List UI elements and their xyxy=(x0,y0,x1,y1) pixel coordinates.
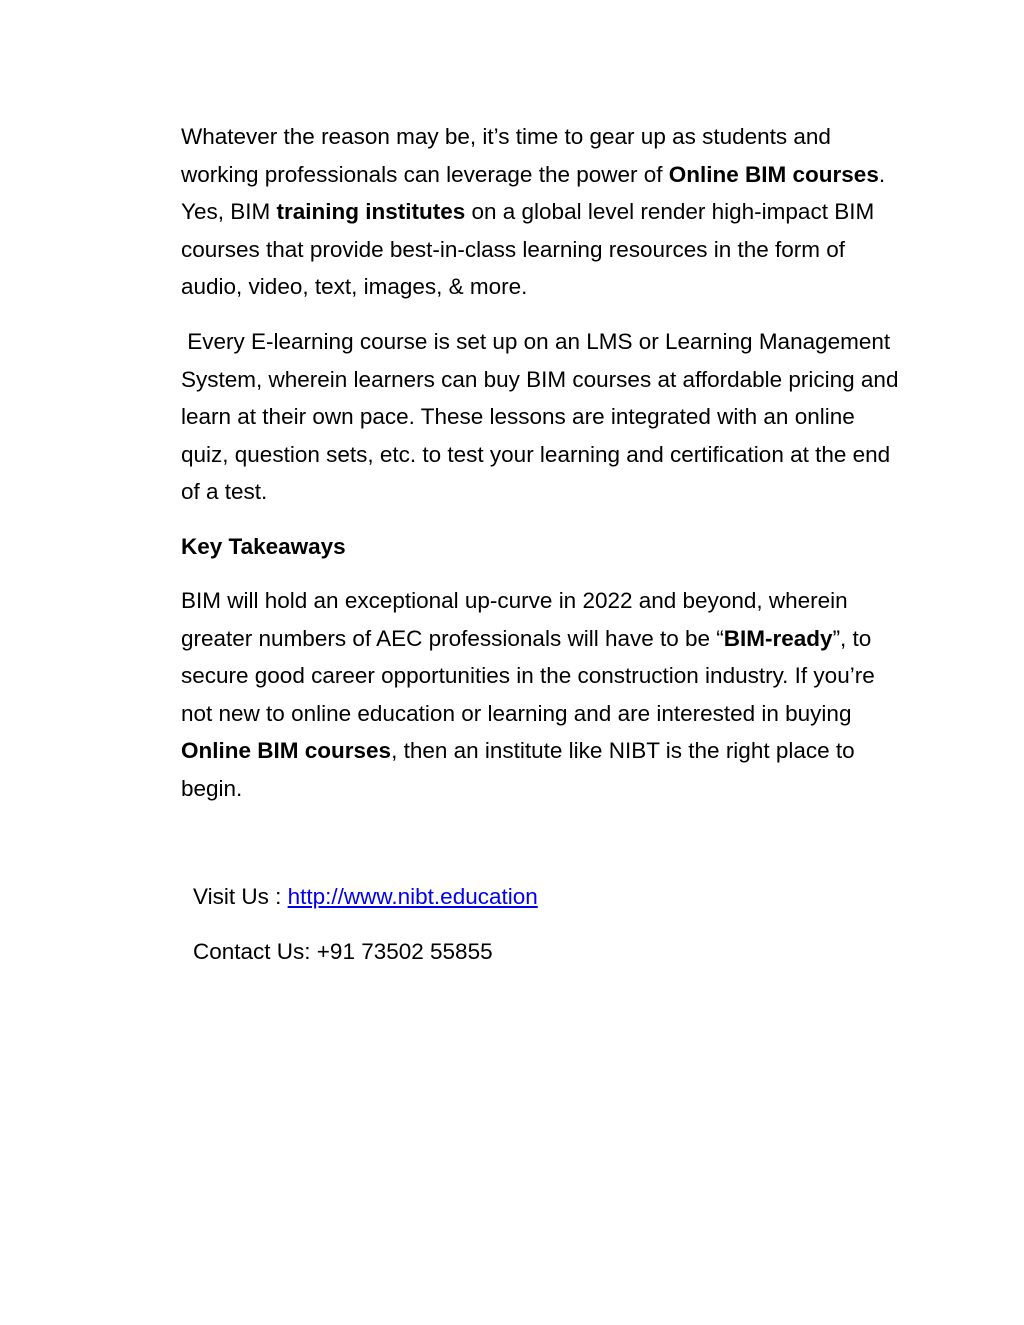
section-heading xyxy=(181,528,906,566)
paragraph-intro xyxy=(181,118,906,306)
bold-bim-ready: BIM-ready xyxy=(723,625,833,651)
website-link[interactable]: http://www.nibt.education xyxy=(287,884,538,909)
bold-online-bim-courses: Online BIM courses xyxy=(668,161,879,187)
paragraph-takeaways-text-2: ”, to secure good career opportunities in the construction industry. If you’re not new to online education or learning and are interested in buying xyxy=(181,625,875,726)
contact-us-line xyxy=(193,933,493,971)
paragraph-takeaways xyxy=(181,582,906,808)
paragraph-takeaways-text-3: , then an institute like NIBT is the right place to begin. xyxy=(181,738,855,801)
paragraph-intro-text-1: Whatever the reason may be, it’s time to gear up as students and working professionals can leverage the power of xyxy=(181,124,831,187)
visit-us-line xyxy=(193,878,538,916)
heading-key-takeaways: Key Takeaways xyxy=(181,534,346,559)
paragraph-intro-text-2: . Yes, BIM xyxy=(181,161,886,225)
contact-us-text: Contact Us: +91 73502 55855 xyxy=(193,939,493,964)
paragraph-elearning xyxy=(181,323,906,511)
bold-training-institutes: training institutes xyxy=(276,199,466,225)
bold-online-bim-courses-2: Online BIM courses xyxy=(181,738,392,764)
paragraph-intro-text-3: on a global level render high-impact BIM courses that provide best-in-class learning resources in the form of audio, video, text, images, & more. xyxy=(181,199,875,300)
paragraph-takeaways-text-1: BIM will hold an exceptional up-curve in 2022 and beyond, wherein greater numbers of AEC professionals will have to be “ xyxy=(181,588,848,651)
visit-us-label: Visit Us : xyxy=(193,884,288,909)
paragraph-elearning-text: Every E-learning course is set up on an LMS or Learning Management System, wherein learners can buy BIM courses at affordable pricing and learn at their own pace. These lessons are integrated with an online quiz, question sets, etc. to test your learning and certification at the end of a test. xyxy=(181,329,905,505)
